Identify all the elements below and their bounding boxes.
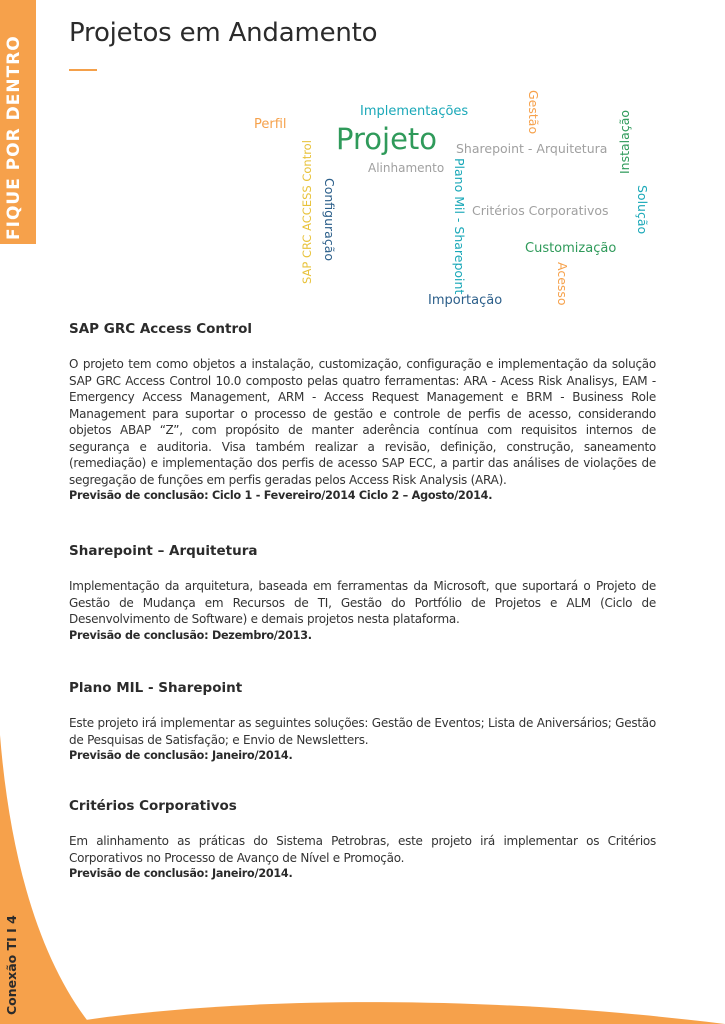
section-deadline: Previsão de conclusão: Dezembro/2013. <box>69 628 312 642</box>
word-plano-mil: Plano Mil - Sharepoint <box>452 158 467 295</box>
section-body: Implementação da arquitetura, baseada em ferramentas da Microsoft, que suportará o Projeto de Gestão de Mudança em Recursos de TI, Gestão do Portfólio de Projetos e ALM (Ciclo de Desenvolvimento de Software) e demais projetos nesta plataforma. <box>69 579 656 626</box>
section-body: Este projeto irá implementar as seguintes soluções: Gestão de Eventos; Lista de Aniversários; Gestão de Pesquisas de Satisfação; e Envio de Newsletters. <box>69 716 656 747</box>
section-heading: Sharepoint – Arquitetura <box>69 543 258 559</box>
page-footer: Conexão TI I 4 <box>4 915 19 1015</box>
section-criterios <box>69 798 656 882</box>
section-deadline: Previsão de conclusão: Ciclo 1 - Fevereiro/2014 Ciclo 2 – Agosto/2014. <box>69 489 493 502</box>
word-alinhamento: Alinhamento <box>368 161 445 175</box>
section-body: Em alinhamento as práticas do Sistema Petrobras, este projeto irá implementar os Critérios Corporativos no Processo de Avanço de Nível e Promoção. <box>69 834 656 865</box>
section-heading: Critérios Corporativos <box>69 798 237 814</box>
word-gestao: Gestão <box>526 90 541 135</box>
word-solucao: Solução <box>635 185 650 235</box>
word-configuracao: Configuração <box>322 178 337 262</box>
bottom-band <box>60 1002 725 1024</box>
word-implementacoes: Implementações <box>360 104 469 119</box>
word-sap-grc: SAP CRC ACCESS Control <box>300 140 314 284</box>
word-criterios: Critérios Corporativos <box>472 203 609 218</box>
word-acesso: Acesso <box>555 262 570 306</box>
section-heading: SAP GRC Access Control <box>69 321 253 337</box>
section-plano-mil <box>69 680 656 764</box>
word-projeto: Projeto <box>336 122 438 156</box>
section-body: O projeto tem como objetos a instalação, customização, configuração e implementação da solução SAP GRC Access Control 10.0 composto pelas quatro ferramentas: ARA - Acess Risk Analisys, EAM - Emergency Access Management, ARM - Access Request Management e BRM - Business Role Management para suportar o processo de gestão e controle de perfis de acesso, considerando objetos ABAP “Z”, com propósito de manter aderência contínua com requisitos internos de segurança e auditoria. Visa também realizar a revisão, definição, construção, saneamento (remediação) e implementação dos perfis de acesso SAP ECC, a partir das análises de violações de segregação de funções em perfis geradas pelos Access Risk Analysis (ARA). <box>69 357 656 487</box>
section-sharepoint-arquitetura <box>69 543 656 644</box>
word-cloud <box>0 0 725 320</box>
page-title: Projetos em Andamento <box>69 18 378 48</box>
section-deadline: Previsão de conclusão: Janeiro/2014. <box>69 867 293 880</box>
section-sap-grc <box>69 321 656 504</box>
section-heading: Plano MIL - Sharepoint <box>69 680 243 696</box>
word-instalacao: Instalação <box>617 110 632 174</box>
word-customizacao: Customização <box>525 241 617 256</box>
word-importacao: Importação <box>428 293 503 308</box>
word-sharepoint-arquitetura: Sharepoint - Arquitetura <box>456 141 608 156</box>
section-deadline: Previsão de conclusão: Janeiro/2014. <box>69 749 293 762</box>
side-tab-label: FIQUE POR DENTRO <box>4 35 24 240</box>
word-perfil: Perfil <box>254 117 287 132</box>
